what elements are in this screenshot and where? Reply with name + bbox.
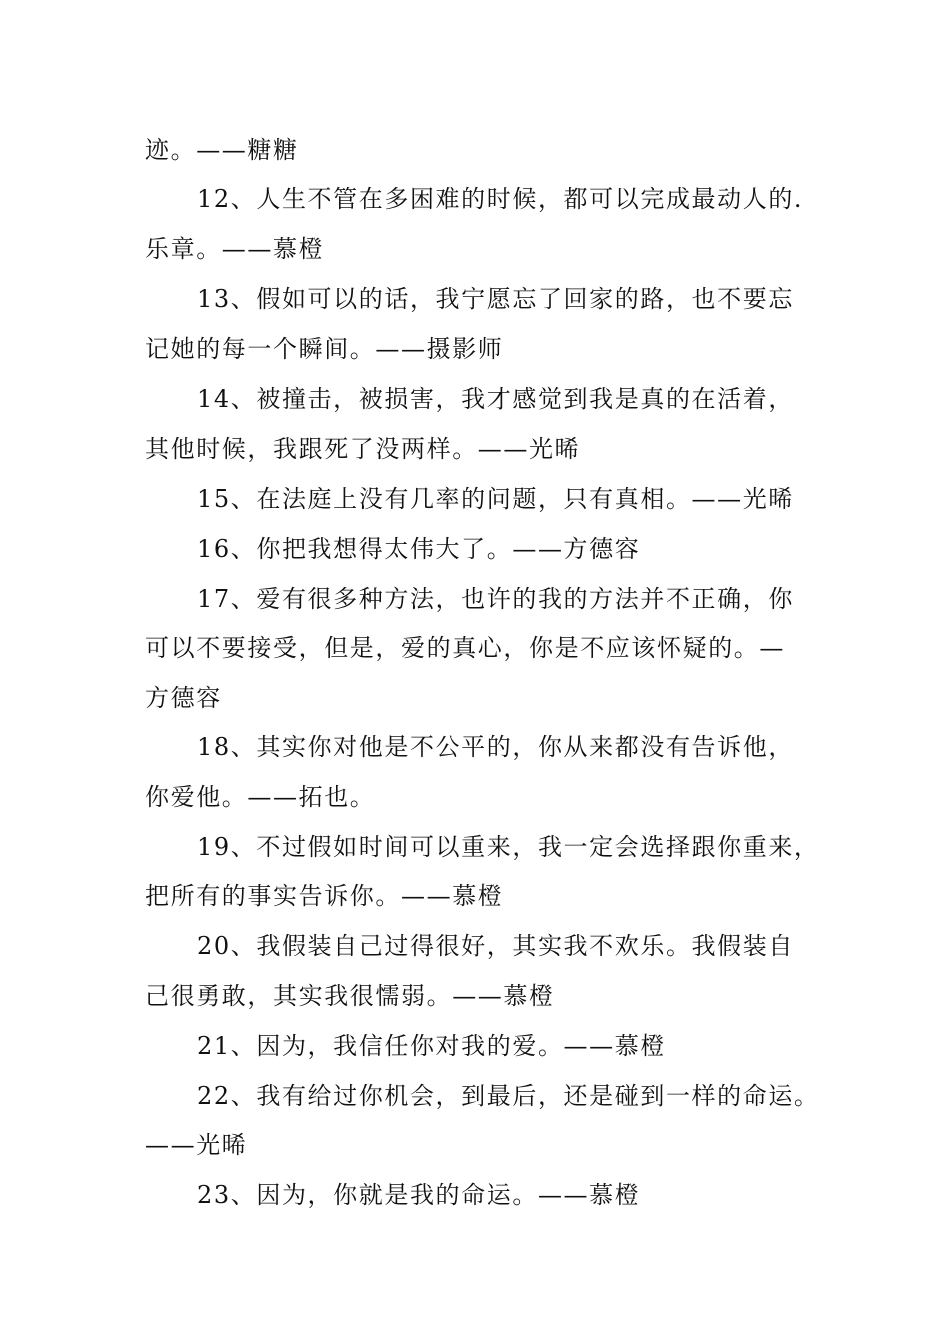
quote-19-line-2: 把所有的事实告诉你。——慕橙: [145, 882, 504, 910]
quote-18-line-1: 18、其实你对他是不公平的，你从来都没有告诉他，: [197, 733, 794, 761]
quote-13-line-1: 13、假如可以的话，我宁愿忘了回家的路，也不要忘: [197, 285, 794, 313]
quote-19-line-1: 19、不过假如时间可以重来，我一定会选择跟你重来，: [197, 833, 820, 861]
quote-18-line-2: 你爱他。——拓也。: [145, 783, 376, 811]
quote-17-line-2: 可以不要接受，但是，爱的真心，你是不应该怀疑的。—: [145, 634, 785, 662]
quote-17-line-1: 17、爱有很多种方法，也许的我的方法并不正确，你: [197, 585, 794, 613]
quote-14-line-2: 其他时候，我跟死了没两样。——光晞: [145, 435, 581, 463]
quote-21-line-1: 21、因为，我信任你对我的爱。——慕橙: [197, 1032, 666, 1060]
quote-20-line-2: 己很勇敢，其实我很懦弱。——慕橙: [145, 982, 555, 1010]
quote-22-line-2: ——光晞: [145, 1131, 248, 1159]
quote-13-line-2: 记她的每一个瞬间。——摄影师: [145, 335, 504, 363]
quote-12-line-1: 12、人生不管在多困难的时候，都可以完成最动人的.: [197, 185, 804, 213]
quote-16-line-1: 16、你把我想得太伟大了。——方德容: [197, 535, 641, 563]
quote-15-line-1: 15、在法庭上没有几率的问题，只有真相。——光晞: [197, 485, 794, 513]
quote-20-line-1: 20、我假装自己过得很好，其实我不欢乐。我假装自: [197, 932, 794, 960]
quote-22-line-1: 22、我有给过你机会，到最后，还是碰到一样的命运。: [197, 1082, 820, 1110]
quote-14-line-1: 14、被撞击，被损害，我才感觉到我是真的在活着，: [197, 385, 794, 413]
quote-23-line-1: 23、因为，你就是我的命运。——慕橙: [197, 1181, 641, 1209]
quote-17-line-3: 方德容: [145, 684, 222, 712]
quote-12-line-2: 乐章。——慕橙: [145, 235, 325, 263]
text-line: 迹。——糖糖: [145, 136, 299, 164]
